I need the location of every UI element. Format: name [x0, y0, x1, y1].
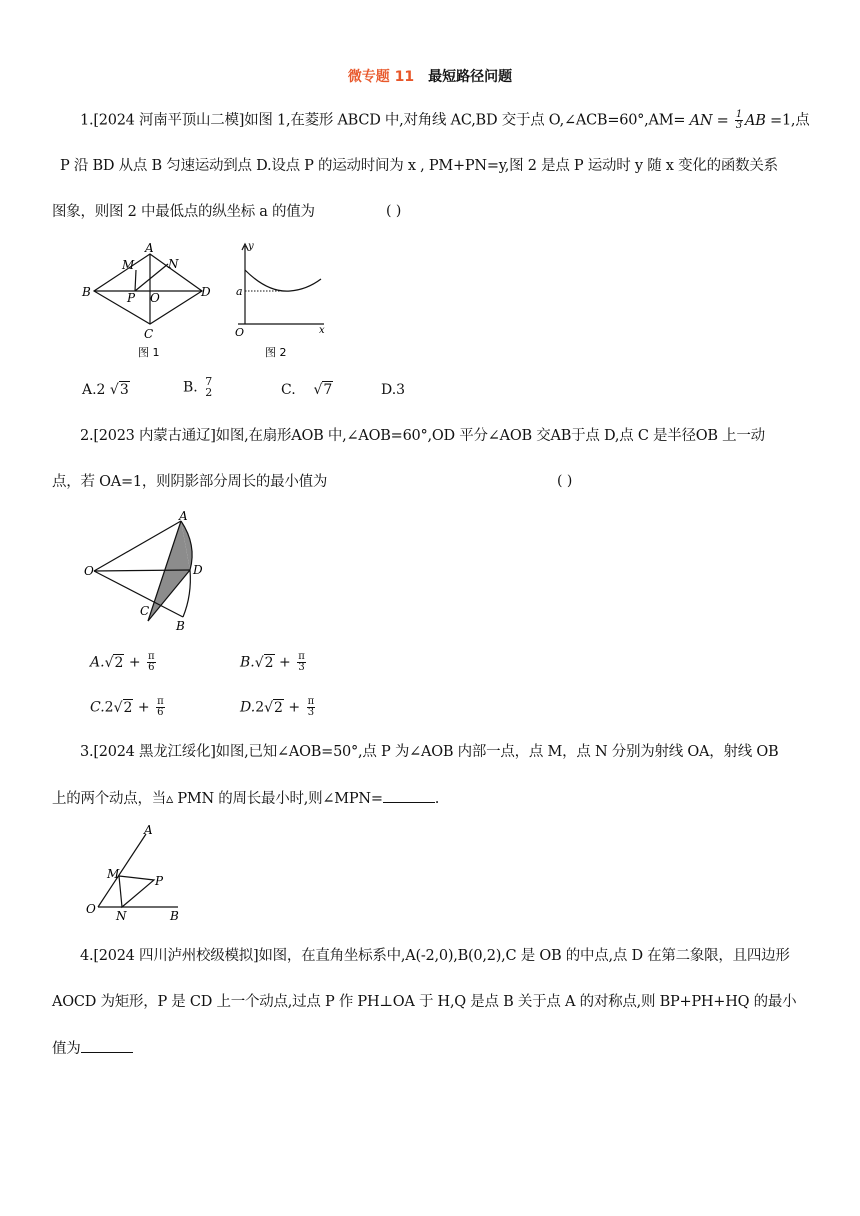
fig4-label-n: N: [116, 909, 127, 922]
fig4-label-b: B: [170, 909, 179, 922]
fig1-label-o: O: [150, 291, 160, 305]
fig2-label-x: x: [319, 325, 325, 336]
page-title: [0, 66, 860, 86]
fig1-label-p: P: [127, 291, 136, 305]
problem-4-line-2: AOCD 为矩形，P 是 CD 上一个动点,过点 P 作 PH⊥OA 于 H,Q 是点 B 关于点 A 的对称点,则 BP+PH+HQ 的最小: [52, 994, 797, 1010]
fig1-caption: 图 1: [138, 346, 160, 359]
problem-3-line-1: 3.[2024 黑龙江绥化]如图,已知∠AOB=50°,点 P 为∠AOB 内部一点，点 M，点 N 分别为射线 OA，射线 OB: [80, 744, 779, 760]
title-series: 微专题 11: [347, 69, 415, 85]
problem-1-text-1b: 1,点: [781, 112, 810, 129]
problem-2-figure: [80, 505, 220, 640]
fig4-label-a: A: [144, 823, 153, 837]
fig4-label-p: P: [155, 874, 164, 888]
fig3-label-b: B: [176, 619, 185, 633]
fig1-label-n: N: [168, 257, 179, 271]
fig2-label-o: O: [235, 326, 245, 339]
problem-2-answer-paren: ( ): [557, 473, 573, 489]
fig1-label-c: C: [144, 327, 154, 341]
fig1-label-a: A: [145, 241, 154, 255]
problem-1-line-2: P 沿 BD 从点 B 匀速运动到点 D.设点 P 的运动时间为 x , PM+PN=y,图 2 是点 P 运动时 y 随 x 变化的函数关系: [60, 158, 778, 174]
fig4-label-m: M: [107, 867, 120, 881]
problem-1-figure-2: [228, 240, 338, 365]
problem-1-choice-c: C. √7: [281, 382, 333, 398]
problem-1-text-1: 1.[2024 河南平顶山二模]如图 1,在菱形 ABCD 中,对角线 AC,BD 交于点 O,∠ACB=60°,AM=: [80, 112, 686, 129]
problem-3-figure: [80, 822, 190, 922]
problem-4-line-3: 值为: [52, 1038, 812, 1059]
fig2-label-y: y: [248, 241, 254, 252]
problem-2-choice-b: B.√2 + $\frac{\pi}{3}$: [240, 651, 305, 673]
problem-1-choice-d: D.3: [381, 382, 406, 398]
problem-1-choice-a: A.2 √3: [82, 382, 129, 398]
fig4-label-o: O: [86, 902, 96, 916]
fig3-label-a: A: [179, 509, 188, 523]
problem-1-figure-1: [80, 240, 220, 365]
problem-4-answer-blank[interactable]: [81, 1038, 133, 1053]
problem-3-answer-blank[interactable]: [383, 788, 435, 803]
rhombus-abcd: [94, 254, 202, 324]
fig1-label-b: B: [82, 285, 91, 299]
problem-1-formula: AN = $\frac{1}{3}$ AB =: [689, 109, 782, 131]
problem-1-line-3: 图象，则图 2 中最低点的纵坐标 a 的值为: [52, 204, 315, 220]
triangle-pmn: [119, 876, 154, 907]
problem-2-line-1: 2.[2023 内蒙古通辽]如图,在扇形AOB 中,∠AOB=60°,OD 平分∠AOB 交AB于点 D,点 C 是半径OB 上一动: [80, 428, 765, 444]
problem-3-line-2: 上的两个动点，当▵ PMN 的周长最小时,则∠MPN= .: [52, 788, 812, 809]
problem-2-line-2: 点，若 OA=1，则阴影部分周长的最小值为: [52, 474, 328, 490]
ray-oa: [98, 834, 146, 907]
problem-1-line-1: [80, 110, 812, 131]
fig1-label-m: M: [122, 258, 135, 272]
problem-4-line-1: 4.[2024 四川泸州校级模拟]如图，在直角坐标系中,A(-2,0),B(0,2),C 是 OB 的中点,点 D 在第二象限，且四边形: [80, 948, 790, 964]
fig2-label-a: a: [236, 285, 243, 298]
segment-mp: [135, 270, 136, 291]
problem-2-choice-d: D.2√2 + $\frac{\pi}{3}$: [240, 696, 315, 718]
fig2-caption: 图 2: [265, 346, 287, 359]
problem-1-answer-paren: ( ): [386, 203, 402, 219]
problem-2-choice-a: A.√2 + $\frac{\pi}{6}$: [90, 651, 155, 673]
fig1-label-d: D: [201, 285, 211, 299]
fig3-label-o: O: [84, 564, 94, 578]
title-main: 最短路径问题: [428, 69, 513, 85]
problem-2-choice-c: C.2√2 + $\frac{\pi}{6}$: [90, 696, 164, 718]
segment-pn: [135, 264, 168, 291]
problem-1-choice-b: B. 7 2: [183, 375, 213, 399]
fig3-label-d: D: [193, 563, 203, 577]
fig3-label-c: C: [140, 604, 150, 618]
function-curve: [245, 270, 321, 291]
